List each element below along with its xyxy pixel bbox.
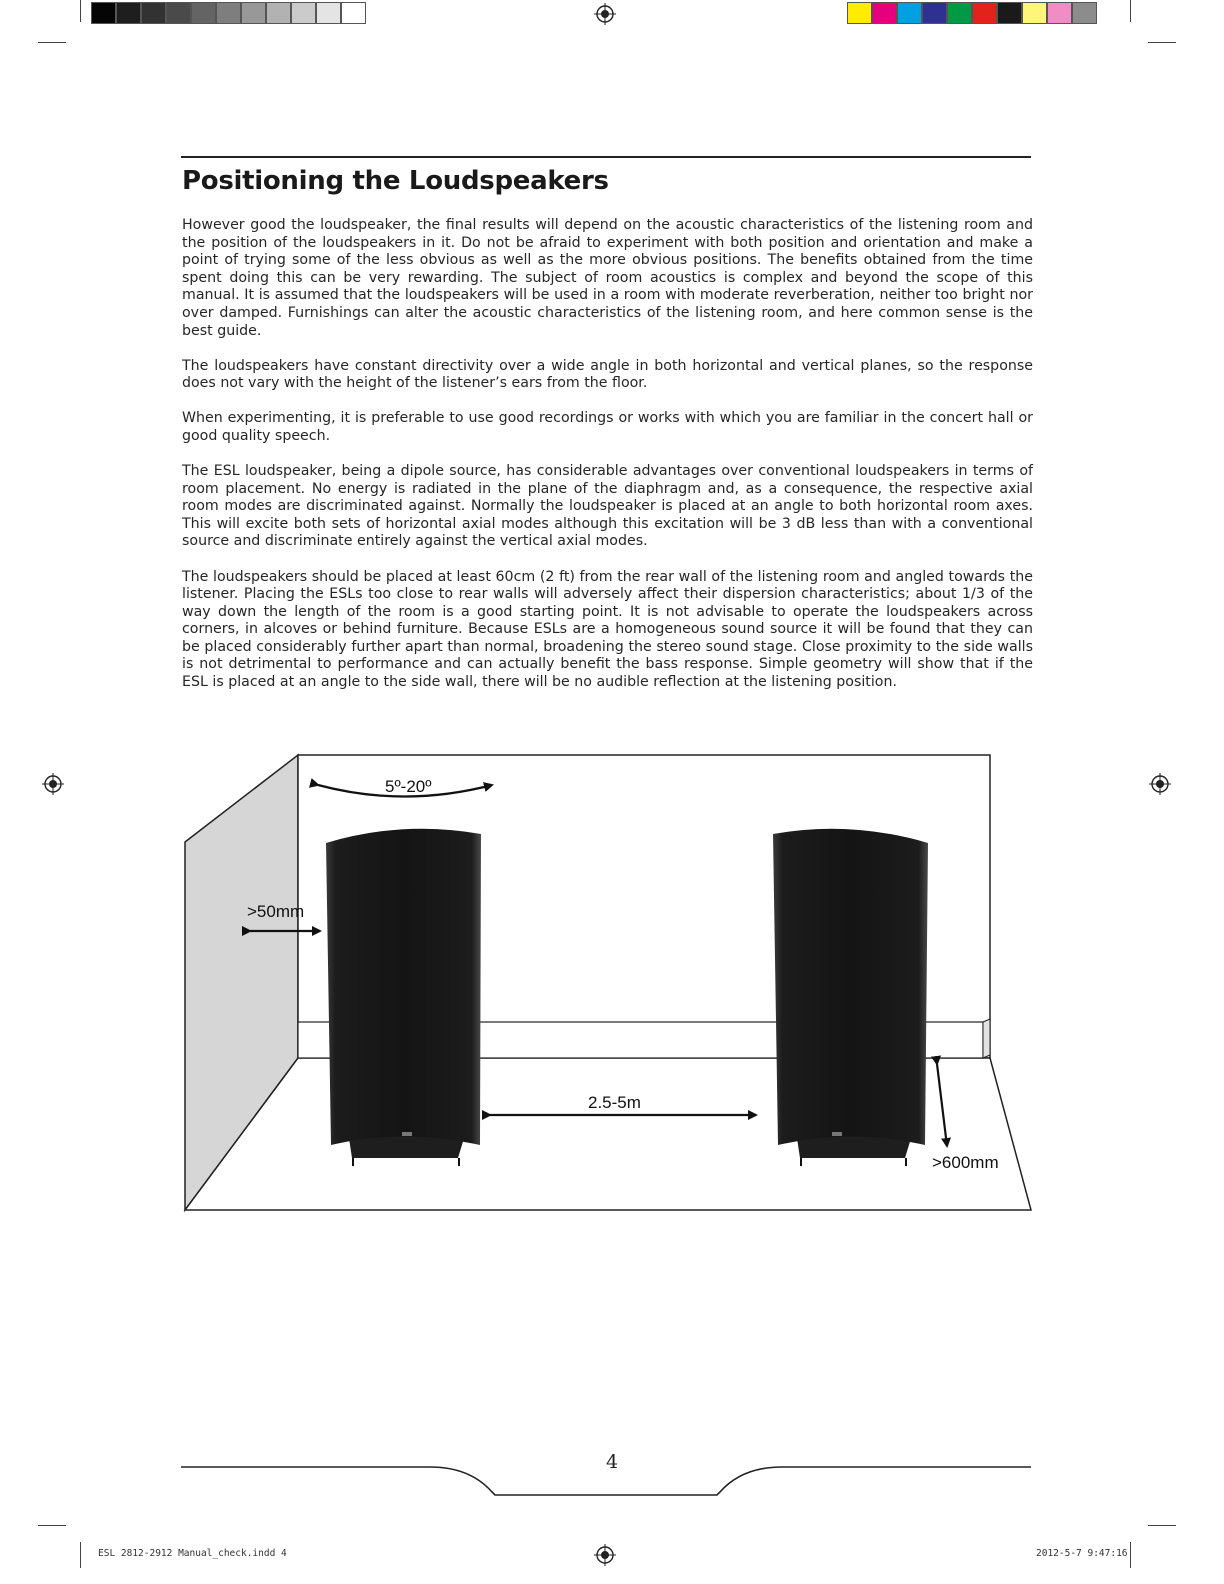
registration-mark-icon	[42, 773, 64, 795]
calibration-swatch	[1047, 2, 1072, 24]
paragraph: The ESL loudspeaker, being a dipole source, has considerable advantages over conventional loudspeakers in terms of room placement. No energy is radiated in the plane of the diaphragm and, as a consequence, the respective axial room modes are discriminated against. Normally the loudspeaker is placed at an angle to both horizontal room axes. This will excite both sets of horizontal axial modes although this excitation will be 3 dB less than with a conventional source and discriminate entirely against the vertical axial modes.	[182, 463, 1033, 550]
calibration-swatch	[116, 2, 141, 24]
calibration-swatch	[316, 2, 341, 24]
paragraph: The loudspeakers should be placed at least 60cm (2 ft) from the rear wall of the listening room and angled towards the listener. Placing the ESLs too close to rear walls will adversely affect their dispersion characteristics; about 1/3 of the way down the length of the room is a good starting point. It is not advisable to operate the loudspeakers across corners, in alcoves or behind furniture. Because ESLs are a homogeneous sound source it will be found that they can be placed considerably further apart than normal, broadening the stereo sound stage. Close proximity to the side walls is not detrimental to performance and can actually benefit the bass response. Simple geometry will show that if the ESL is placed at an angle to the side wall, there will be no audible reflection at the listening position.	[182, 568, 1033, 691]
registration-mark-icon	[1149, 773, 1171, 795]
calibration-swatch	[922, 2, 947, 24]
paragraph: However good the loudspeaker, the final results will depend on the acoustic characteristics of the listening room and the position of the loudspeakers in it. Do not be afraid to experiment with both position and orientation and make a point of trying some of the less obvious as well as the more obvious positions. The benefits obtained from the time spent doing this can be very rewarding. The subject of room acoustics is complex and beyond the scope of this manual. It is assumed that the loudspeakers will be used in a room with moderate reverberation, neither too bright nor over damped. Furnishings can alter the acoustic characteristics of the listening room, and here common sense is the best guide.	[182, 217, 1033, 339]
side-wall-distance-label: >50mm	[247, 902, 305, 921]
calibration-swatch	[847, 2, 872, 24]
paragraph: When experimenting, it is preferable to use good recordings or works with which you are familiar in the concert hall or good quality speech.	[182, 410, 1033, 444]
crop-mark	[1148, 42, 1176, 43]
crop-mark	[38, 1525, 66, 1526]
calibration-swatch	[266, 2, 291, 24]
calibration-swatch	[91, 2, 116, 24]
calibration-swatch	[341, 2, 366, 24]
page-title: Positioning the Loudspeakers	[182, 166, 609, 196]
calibration-swatch	[897, 2, 922, 24]
paragraph: The loudspeakers have constant directivity over a wide angle in both horizontal and vertical planes, so the response does not vary with the height of the listener’s ears from the floor.	[182, 357, 1033, 392]
registration-mark-icon	[594, 1544, 616, 1566]
crop-mark	[1148, 1525, 1176, 1526]
crop-mark	[1130, 0, 1131, 22]
calibration-swatch	[241, 2, 266, 24]
calibration-swatch	[1022, 2, 1047, 24]
right-speaker	[773, 829, 928, 1166]
angle-label: 5º-20º	[385, 777, 432, 796]
speaker-spacing-label: 2.5-5m	[588, 1093, 641, 1112]
calibration-swatch	[872, 2, 897, 24]
registration-mark-icon	[594, 3, 616, 25]
crop-mark	[80, 0, 81, 22]
footer-rule	[180, 1460, 1032, 1500]
calibration-swatch	[191, 2, 216, 24]
speaker-placement-diagram	[170, 740, 1050, 1230]
calibration-swatch	[291, 2, 316, 24]
skirting-board-end	[983, 1019, 990, 1058]
slug-timestamp: 2012-5-7 9:47:16	[1036, 1548, 1128, 1559]
header-rule	[181, 156, 1031, 158]
calibration-swatch	[947, 2, 972, 24]
page-number: 4	[605, 1451, 619, 1473]
calibration-swatch	[972, 2, 997, 24]
crop-mark	[1130, 1542, 1131, 1568]
left-speaker	[326, 829, 481, 1166]
calibration-swatch	[1072, 2, 1097, 24]
crop-mark	[38, 42, 66, 43]
body-text	[182, 217, 1033, 709]
calibration-swatch	[166, 2, 191, 24]
rear-wall-distance-label: >600mm	[932, 1153, 999, 1172]
calibration-swatch	[216, 2, 241, 24]
calibration-swatch	[141, 2, 166, 24]
calibration-swatch	[997, 2, 1022, 24]
slug-filename: ESL 2812-2912 Manual_check.indd 4	[98, 1548, 287, 1559]
crop-mark	[80, 1542, 81, 1568]
